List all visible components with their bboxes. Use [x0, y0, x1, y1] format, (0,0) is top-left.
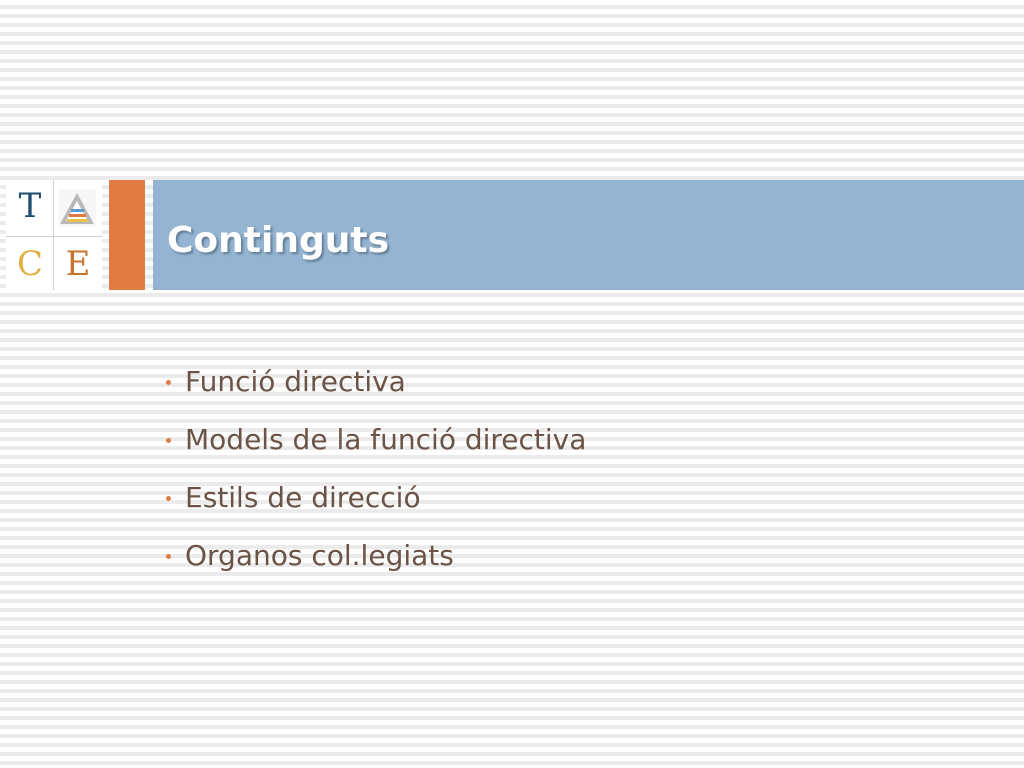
- bullet-icon: [166, 380, 171, 385]
- bullet-text: Estils de direcció: [185, 481, 421, 514]
- accent-bar: [109, 180, 145, 290]
- logo-divider-vertical: [53, 180, 54, 290]
- logo-letter-t: T: [18, 186, 42, 226]
- bullet-text: Funció directiva: [185, 365, 406, 398]
- bullet-icon: [166, 496, 171, 501]
- bullet-icon: [166, 438, 171, 443]
- bullet-icon: [166, 554, 171, 559]
- bullet-text: Organos col.legiats: [185, 539, 454, 572]
- bullet-text: Models de la funció directiva: [185, 423, 587, 456]
- logo-divider-horizontal: [6, 236, 102, 237]
- logo-letter-e: E: [65, 244, 91, 284]
- logo-letter-c: C: [16, 244, 43, 284]
- logo: [6, 180, 102, 290]
- slide-title: Continguts: [167, 220, 389, 261]
- triangle-logo-icon: [58, 189, 96, 227]
- title-bar: [153, 180, 1024, 290]
